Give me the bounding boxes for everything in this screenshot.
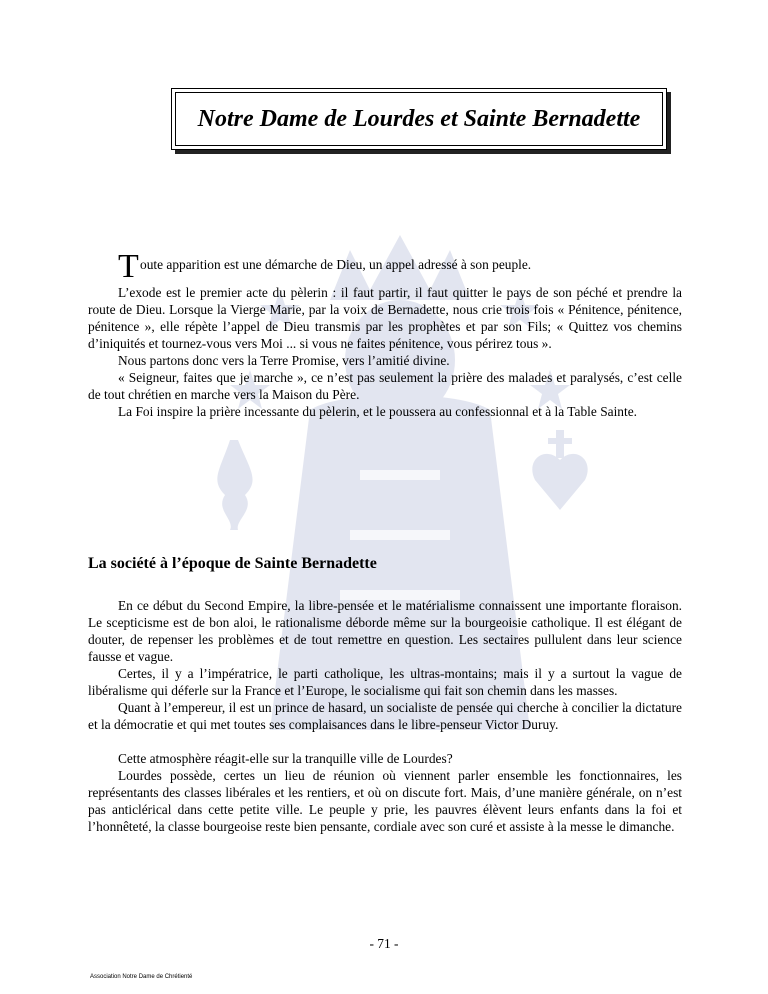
paragraph: Certes, il y a l’impératrice, le parti catholique, les ultras-montains; mais il y a surtout la vague de libéralisme qui déferle sur la France et l’Europe, le socialisme qui fait son chemin dans les masses. — [88, 666, 682, 698]
paragraph-gap — [88, 733, 682, 750]
paragraph: Nous partons donc vers la Terre Promise, vers l’amitié divine. — [118, 353, 450, 368]
intro-section — [88, 250, 682, 420]
paragraph: Lourdes possède, certes un lieu de réunion où viennent parler ensemble les fonctionnaires, les représentants des classes libérales et les rentiers, et où on discute fort. Mais, d’une manière générale, on n’est pas anticlérical dans cette petite ville. Le peuple y prie, les pauvres élèvent leurs enfants dans la foi et l’honnêteté, la classe bourgeoise reste bien pensante, cordiale avec son curé et assiste à la messe le dimanche. — [88, 768, 682, 834]
paragraph: Quant à l’empereur, il est un prince de hasard, un socialiste de pensée qui cherche à concilier la dictature et la démocratie et qui met toutes ses complaisances dans le libre-penseur Victor Duruy. — [88, 700, 682, 732]
intro-first-line — [88, 250, 682, 284]
paragraph: « Seigneur, faites que je marche », ce n’est pas seulement la prière des malades et paralysés, c’est celle de tout chrétien en marche vers la Maison du Père. — [88, 370, 682, 402]
paragraph: Cette atmosphère réagit-elle sur la tranquille ville de Lourdes? — [118, 751, 453, 766]
drop-cap: T — [118, 248, 139, 285]
page-number: - 71 - — [369, 936, 399, 951]
paragraph: La Foi inspire la prière incessante du pèlerin, et le poussera au confessionnal et à la Table Sainte. — [118, 404, 638, 419]
paragraph: L’exode est le premier acte du pèlerin : il faut partir, il faut quitter le pays de son péché et prendre la route de Dieu. Lorsque la Vierge Marie, par la voix de Bernadette, nous crie trois fois « Pénitence, pénitence, pénitence », elle répète l’appel de Dieu transmis par les prophètes et par son Fils; « Quittez vos chemins d’iniquités et tournez-vous vers Moi ... si vous ne faites pénitence, vous périrez tous ». — [88, 285, 682, 351]
section-body — [88, 597, 682, 835]
intro-first-text: oute apparition est une démarche de Dieu, un appel adressé à son peuple. — [140, 257, 532, 272]
section-heading: La société à l’époque de Sainte Bernadette — [88, 555, 377, 572]
page-title: Notre Dame de Lourdes et Sainte Bernadette — [197, 105, 641, 132]
paragraph: En ce début du Second Empire, la libre-pensée et le matérialisme connaissent une importante floraison. Le scepticisme est de bon aloi, le rationalisme déborde même sur la bourgeoisie catholique. Il est élégant de douter, de repenser les problèmes et de tout remettre en question. Les sectaires pullulent dans leur science fausse et vague. — [88, 598, 682, 664]
title-box — [171, 88, 667, 150]
footer-text: Association Notre Dame de Chrétienté — [90, 974, 193, 980]
